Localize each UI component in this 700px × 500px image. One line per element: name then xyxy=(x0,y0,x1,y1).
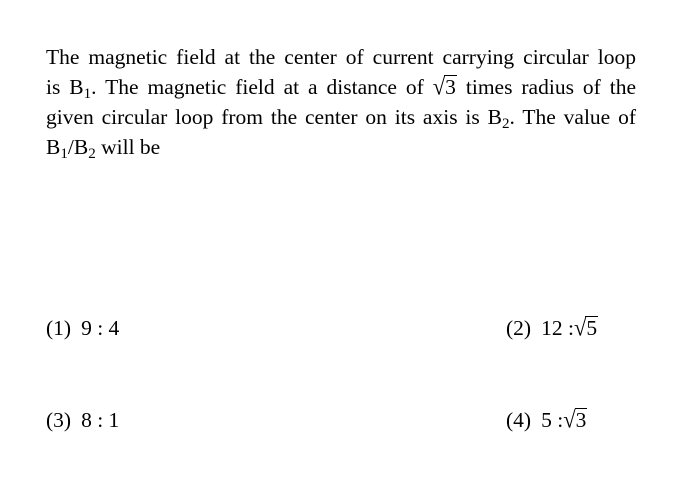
option-2[interactable] xyxy=(506,313,598,343)
question-text-segment: /B xyxy=(67,135,89,159)
option-number: (4) xyxy=(506,408,532,432)
option-1[interactable] xyxy=(46,313,119,343)
question-text-segment: will be xyxy=(95,135,161,159)
subscript: 1 xyxy=(60,145,68,162)
subscript: 2 xyxy=(88,145,96,162)
option-value-prefix: 12 : xyxy=(541,316,574,340)
question-text-segment: . The value of xyxy=(509,105,636,129)
question-text xyxy=(46,42,636,162)
question-line-2 xyxy=(46,72,636,102)
radicand: 5 xyxy=(586,316,598,340)
option-value-prefix: 5 : xyxy=(541,408,564,432)
option-value: 9 : 4 xyxy=(81,316,120,340)
question-text-segment: B xyxy=(46,135,61,159)
radicand: 3 xyxy=(445,75,456,99)
subscript: 1 xyxy=(83,85,92,102)
square-root xyxy=(433,72,457,102)
question-line-4 xyxy=(46,132,636,162)
square-root xyxy=(563,405,587,435)
question-line-1: The magnetic field at the center of current carrying circular loop xyxy=(46,45,636,69)
option-4[interactable] xyxy=(506,405,587,435)
option-number: (1) xyxy=(46,316,72,340)
radical-sign-icon: √ xyxy=(573,314,587,341)
question-line-3 xyxy=(46,102,636,132)
option-3[interactable] xyxy=(46,405,119,435)
square-root xyxy=(574,313,598,343)
option-value: 8 : 1 xyxy=(81,408,120,432)
question-text-segment: times radius of the xyxy=(465,75,637,99)
option-number: (2) xyxy=(506,316,532,340)
subscript: 2 xyxy=(501,115,510,132)
question-text-segment: . The magnetic field at a distance of xyxy=(91,75,424,99)
radicand: 3 xyxy=(575,408,587,432)
option-number: (3) xyxy=(46,408,72,432)
radical-sign-icon: √ xyxy=(563,406,576,433)
question-text-segment: is B xyxy=(46,75,84,99)
question-text-segment: given circular loop from the center on its axis is B xyxy=(46,105,502,129)
radical-sign-icon: √ xyxy=(432,73,446,100)
